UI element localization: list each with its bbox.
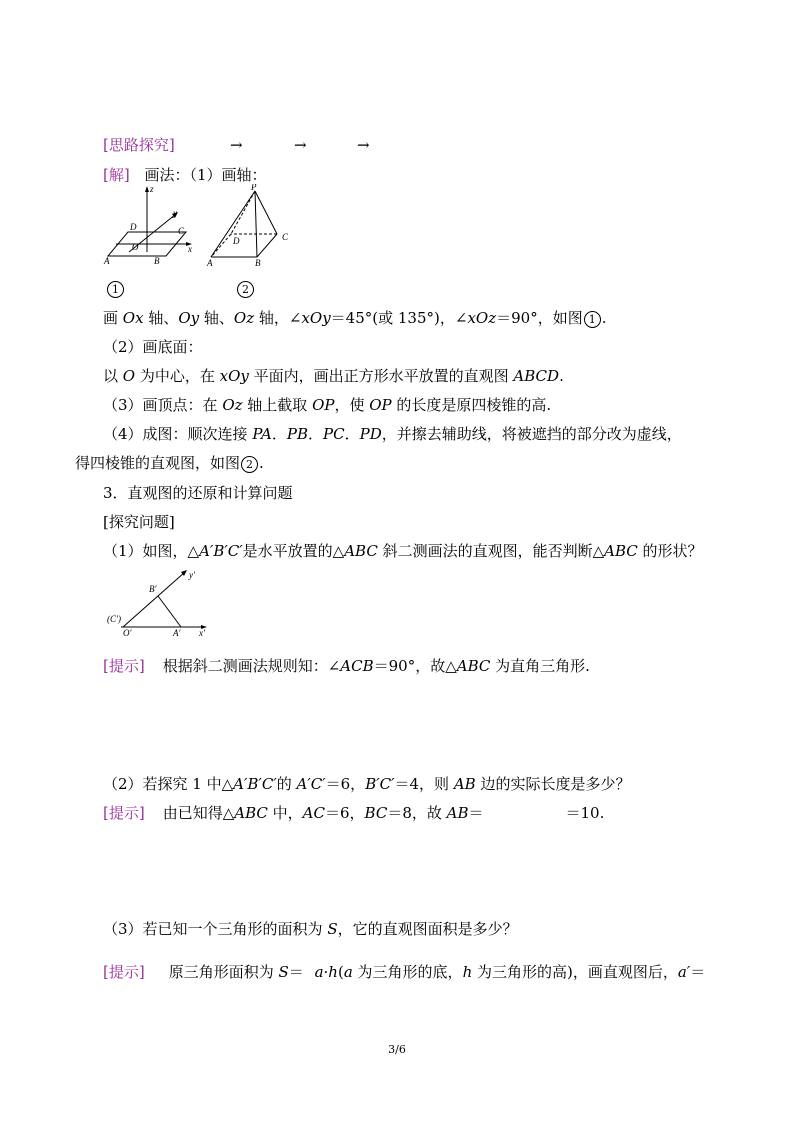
fig1-label-y: y (173, 208, 177, 218)
text: AB (453, 775, 476, 793)
text: PC (323, 425, 345, 443)
text: 是水平放置的△ (242, 542, 345, 560)
text: 轴上截取 (242, 396, 313, 414)
fig1-label-c: C (178, 226, 185, 236)
text: xOy (219, 367, 249, 385)
step4-line2 (75, 453, 264, 473)
step2-body (103, 366, 564, 386)
fig1-label-d: D (130, 222, 137, 232)
figure-triangle-oblique (103, 566, 215, 640)
text: ＝90°，如图 (496, 309, 583, 327)
text: 边的实际长度是多少？ (475, 775, 631, 793)
text: A′B′C′ (199, 542, 243, 560)
step4-line (103, 424, 682, 444)
explore-heading (103, 512, 175, 532)
text: ，使 (334, 396, 370, 414)
caption-1: 1 (107, 281, 124, 298)
text: （2）若探究 1 中△ (103, 775, 234, 793)
text: 原三角形面积为 (168, 963, 279, 981)
text: ，并擦去辅助线，将被遮挡的部分改为虚线， (381, 425, 682, 443)
step1-line (103, 308, 606, 328)
text: ＝ (690, 963, 706, 981)
text: 的长度是原四棱锥的高. (391, 396, 552, 414)
figure-axes-base (102, 184, 198, 268)
text: ABC (344, 542, 378, 560)
text: a (343, 963, 353, 981)
text: Ox (122, 309, 144, 327)
text: · (323, 963, 329, 981)
fig3-label-x: x′ (199, 628, 205, 638)
text: 为三角形的底， (352, 963, 463, 981)
fig2-label-c: C (282, 232, 289, 242)
fig1-label-a: A (104, 256, 110, 266)
text: PD (359, 425, 382, 443)
text: 根据斜二测画法规则知：∠ (162, 657, 341, 675)
jie-tag: [解] (103, 166, 130, 184)
fig1-label-b: B (154, 256, 160, 266)
figure-pyramid (203, 184, 295, 268)
text: xOy (301, 309, 331, 327)
text: ． (271, 425, 287, 443)
text: h (328, 963, 338, 981)
text: 轴，∠ (254, 309, 302, 327)
fig3-label-a: A′ (173, 628, 181, 638)
text: ＝90°，故△ (373, 657, 457, 675)
text: （2）画底面： (103, 338, 203, 356)
text: xOz (467, 309, 497, 327)
text: ＝ (288, 963, 309, 981)
text: 为直角三角形. (490, 657, 590, 675)
text: ＝45°(或 135°)，∠ (330, 309, 468, 327)
silu-tag: [思路探究] (103, 136, 175, 154)
fig1-label-x: x (188, 244, 192, 254)
text: PB (286, 425, 309, 443)
text: Oz (222, 396, 243, 414)
text: AC (302, 804, 325, 822)
hint-3 (103, 962, 705, 982)
text: . (559, 367, 564, 385)
text: Oy (178, 309, 200, 327)
hint-1 (103, 656, 590, 676)
arrow-1: → (230, 136, 243, 154)
text: a (314, 963, 324, 981)
question-3 (103, 919, 518, 939)
fig2-label-d: D (233, 236, 240, 246)
question-1 (103, 541, 703, 561)
text: 的形状？ (637, 542, 703, 560)
text: （1）如图，△ (103, 542, 200, 560)
step2-head (103, 337, 203, 357)
jie-line (103, 165, 267, 185)
text: ＝10. (565, 804, 605, 822)
text: ABC (234, 804, 268, 822)
text: S (327, 920, 338, 938)
text: ＝6， (324, 804, 365, 822)
text: OP (369, 396, 392, 414)
text: 为中心，在 (135, 367, 220, 385)
text: ACB (340, 657, 374, 675)
text: . (259, 454, 264, 472)
text: ( (337, 963, 344, 981)
arrow-3: → (357, 136, 370, 154)
fig3-label-o: O′ (123, 628, 132, 638)
text: 轴、 (199, 309, 234, 327)
text: OP (312, 396, 335, 414)
text: a′ (677, 963, 691, 981)
fig2-label-b: B (255, 258, 261, 268)
fig1-label-z: z (150, 184, 154, 194)
section3-title (103, 483, 293, 503)
figure-ref-1: 1 (584, 311, 601, 328)
text: 为三角形的高)，画直观图后， (472, 963, 678, 981)
text: 以 (103, 367, 123, 385)
text: （4）成图：顺次连接 (103, 425, 253, 443)
text: O (122, 367, 136, 385)
arrow-2: → (294, 136, 307, 154)
text: B′C′ (365, 775, 395, 793)
text: PA (252, 425, 272, 443)
text: ． (308, 425, 324, 443)
text: ＝6， (325, 775, 366, 793)
text: 轴、 (143, 309, 179, 327)
text: 中， (267, 804, 303, 822)
text: h (462, 963, 473, 981)
figure-ref-2: 2 (241, 456, 258, 473)
text: AB (446, 804, 469, 822)
text: 斜二测画法的直观图，能否判断△ (377, 542, 605, 560)
step3-line (103, 395, 551, 415)
text: 平面内，画出正方形水平放置的直观图 (248, 367, 514, 385)
text: （3）画顶点：在 (103, 396, 223, 414)
page-number: 3/6 (388, 1043, 406, 1056)
text: ABCD (513, 367, 560, 385)
jie-text: 画法：（1）画轴： (144, 166, 267, 184)
text: 画 (103, 309, 123, 327)
text: A′B′C′ (233, 775, 277, 793)
text: Oz (233, 309, 255, 327)
text: 由已知得△ (162, 804, 235, 822)
text: ，它的直观图面积是多少？ (337, 920, 518, 938)
text: 3．直观图的还原和计算问题 (103, 484, 293, 502)
fig1-label-o: O (132, 242, 139, 252)
text: 得四棱锥的直观图，如图 (75, 454, 241, 472)
hint-1-tag: [提示] (103, 657, 145, 675)
hint-2-tag: [提示] (103, 804, 145, 822)
text: ABC (604, 542, 638, 560)
fig3-label-b: B′ (149, 584, 157, 594)
text: ． (344, 425, 360, 443)
question-2 (103, 774, 630, 794)
text: ＝ (468, 804, 484, 822)
hint-2 (103, 803, 604, 823)
text: （3）若已知一个三角形的面积为 (103, 920, 328, 938)
text: 的 (276, 775, 297, 793)
text: ＝4，则 (394, 775, 454, 793)
text: S (278, 963, 289, 981)
fig2-label-a: A (207, 258, 213, 268)
text: [探究问题] (103, 513, 175, 531)
text: A′C′ (296, 775, 326, 793)
hint-3-tag: [提示] (103, 963, 145, 981)
fig2-label-p: P (251, 184, 257, 192)
text: . (601, 309, 607, 327)
silu-line (103, 135, 175, 155)
caption-2: 2 (237, 281, 254, 298)
text: ABC (456, 657, 491, 675)
text: ＝8，故 (387, 804, 447, 822)
fig3-label-y: y′ (189, 570, 195, 580)
fig3-label-c: (C′) (107, 614, 121, 624)
text: BC (364, 804, 388, 822)
